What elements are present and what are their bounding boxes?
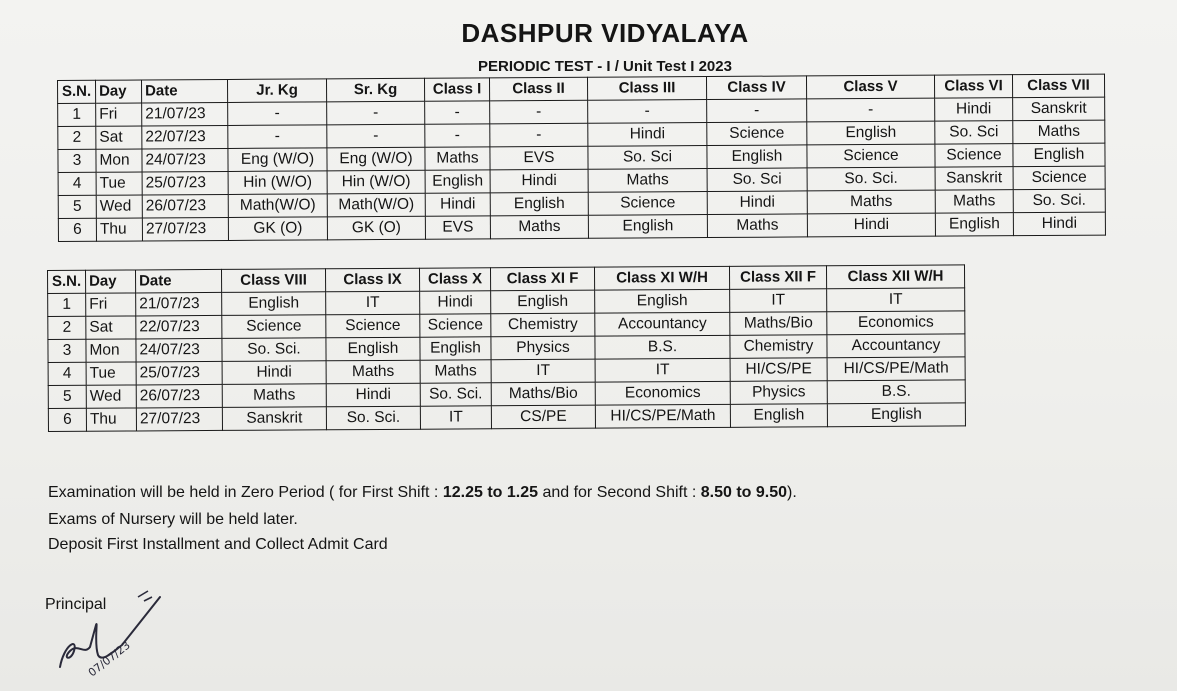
table-cell: Math(W/O) (228, 194, 327, 218)
note-text: ). (787, 484, 797, 501)
table-cell: Tue (96, 172, 142, 195)
table-cell: Hindi (935, 98, 1013, 121)
table-cell: - (228, 125, 327, 149)
table-cell: English (326, 337, 420, 361)
table-cell: Science (326, 314, 420, 338)
table-cell: Science (935, 144, 1013, 167)
table-cell: - (228, 102, 327, 126)
table-cell: Eng (W/O) (327, 147, 425, 171)
table-cell: Hin (W/O) (228, 171, 327, 195)
note-installment: Deposit First Installment and Collect Admit Card (48, 536, 388, 553)
table-cell: Accountancy (595, 312, 730, 336)
table-cell: Sanskrit (1013, 97, 1105, 121)
column-header: Date (142, 79, 228, 103)
table-cell: IT (827, 288, 965, 312)
table-cell: Maths (420, 360, 491, 383)
table-cell: 4 (58, 172, 96, 195)
signature-date: 07/07/23 (85, 638, 133, 680)
table-cell: Economics (827, 311, 965, 335)
table-cell: - (490, 123, 588, 147)
table-cell: Hindi (420, 291, 491, 314)
table-cell: So. Sci. (807, 167, 935, 191)
table-cell: Wed (86, 385, 136, 408)
table-cell: So. Sci. (420, 383, 491, 406)
table-cell: Maths (588, 169, 707, 193)
table-cell: So. Sci. (326, 406, 420, 430)
table-cell: Wed (96, 195, 142, 218)
table-cell: Mon (96, 149, 142, 172)
table-cell: English (935, 213, 1013, 236)
table-cell: IT (326, 291, 420, 315)
table-cell: GK (O) (327, 216, 425, 240)
column-header: Jr. Kg (227, 79, 326, 103)
note-text: and for Second Shift : (538, 484, 701, 501)
table-cell: Maths (490, 215, 588, 239)
table-cell: 2 (58, 126, 96, 149)
table-cell: 3 (58, 149, 96, 172)
table-cell: Hindi (588, 123, 707, 147)
column-header: Class V (806, 75, 934, 99)
column-header: Day (96, 80, 142, 103)
table-cell: - (327, 124, 425, 148)
column-header: Class IX (325, 268, 419, 292)
table-cell: Economics (595, 381, 730, 405)
column-header: Date (136, 269, 222, 293)
second-shift-time: 8.50 to 9.50 (700, 484, 788, 501)
table-cell: Chemistry (491, 313, 595, 337)
table-cell: Fri (86, 293, 136, 316)
column-header: Class XII F (729, 266, 826, 290)
note-exam-timing (48, 484, 797, 502)
table-cell: Physics (491, 336, 595, 360)
table-cell: 24/07/23 (142, 148, 228, 172)
table-cell: B.S. (595, 335, 730, 359)
table-cell: - (425, 101, 490, 124)
table-cell: 6 (48, 408, 86, 431)
table-cell: Physics (730, 381, 827, 405)
table-cell: So. Sci (935, 121, 1013, 144)
column-header: Day (86, 270, 136, 293)
table-cell: So. Sci (588, 146, 707, 170)
table-cell: So. Sci. (222, 338, 326, 362)
table-cell: Science (588, 192, 707, 216)
table-cell: 26/07/23 (142, 194, 228, 218)
table-cell: Hindi (490, 169, 588, 193)
table-cell: So. Sci. (1013, 189, 1105, 213)
table-cell: IT (491, 359, 595, 383)
table-cell: 22/07/23 (136, 315, 222, 339)
table-cell: 1 (58, 103, 96, 126)
table-cell: 27/07/23 (136, 407, 222, 431)
table-cell: Science (707, 122, 807, 146)
table-cell: Tue (86, 362, 136, 385)
column-header: S.N. (48, 270, 86, 293)
table-cell: EVS (425, 216, 490, 239)
table-cell: 1 (48, 293, 86, 316)
table-cell: Science (807, 144, 935, 168)
first-shift-time: 12.25 to 1.25 (442, 484, 538, 501)
table-cell: CS/PE (491, 405, 595, 429)
column-header: Class XI W/H (594, 266, 729, 290)
table-cell: Math(W/O) (327, 193, 425, 217)
column-header: S.N. (58, 80, 96, 103)
table-cell: Sanskrit (222, 407, 326, 431)
column-header: Sr. Kg (326, 78, 424, 102)
table-cell: 5 (58, 195, 96, 218)
table-cell: Maths (807, 190, 935, 214)
table-cell: HI/CS/PE/Math (595, 404, 730, 428)
table-cell: - (707, 99, 807, 123)
table-cell: Hindi (425, 193, 490, 216)
table-cell: HI/CS/PE/Math (827, 357, 965, 381)
table-cell: IT (595, 358, 730, 382)
table-cell: 2 (48, 316, 86, 339)
table-cell: Maths (425, 147, 490, 170)
column-header: Class I (424, 78, 489, 101)
table-cell: - (425, 124, 490, 147)
table-cell: 6 (58, 218, 96, 241)
table-cell: Hindi (807, 213, 935, 237)
table-cell: Science (420, 314, 491, 337)
table-cell: English (595, 289, 730, 313)
table-cell: IT (420, 406, 491, 429)
table-cell: Maths (1013, 120, 1105, 144)
column-header: Class XI F (490, 267, 594, 291)
table-cell: English (420, 337, 491, 360)
table-cell: English (588, 215, 707, 239)
table-cell: Accountancy (827, 334, 965, 358)
table-cell: Maths (707, 214, 807, 238)
table-cell: Fri (96, 103, 142, 126)
table-cell: Hindi (707, 191, 807, 215)
note-text: Examination will be held in Zero Period ( for First Shift : (48, 484, 443, 501)
table-cell: - (807, 98, 935, 122)
table-cell: 25/07/23 (142, 171, 228, 195)
table-cell: Maths (326, 360, 420, 384)
column-header: Class X (419, 268, 490, 291)
table-cell: EVS (490, 146, 588, 170)
table-cell: 21/07/23 (142, 102, 228, 126)
principal-label: Principal (45, 596, 107, 613)
table-cell: Maths/Bio (730, 312, 827, 336)
table-cell: Hindi (222, 361, 326, 385)
schedule-table-primary (57, 74, 1106, 242)
table-cell: Science (1013, 166, 1105, 190)
table-cell: English (827, 403, 965, 427)
table-cell: 3 (48, 339, 86, 362)
table-cell: Sat (96, 126, 142, 149)
school-name: DASHPUR VIDYALAYA (461, 18, 749, 48)
column-header: Class VII (1012, 74, 1104, 98)
table-cell: 24/07/23 (136, 338, 222, 362)
table-cell: Thu (86, 408, 136, 431)
note-nursery: Exams of Nursery will be held later. (48, 511, 298, 528)
column-header: Class IV (706, 76, 806, 100)
table-cell: English (490, 192, 588, 216)
table-cell: IT (730, 289, 827, 313)
column-header: Class III (587, 77, 706, 101)
table-cell: - (588, 100, 707, 124)
table-cell: - (490, 100, 588, 124)
table-cell: English (222, 292, 326, 316)
table-cell: B.S. (827, 380, 965, 404)
table-cell: English (807, 121, 935, 145)
table-row (48, 403, 965, 432)
table-cell: Sat (86, 316, 136, 339)
table-cell: Mon (86, 339, 136, 362)
table-cell: English (707, 145, 807, 169)
table-cell: English (425, 170, 490, 193)
table-cell: English (730, 404, 827, 428)
table-cell: 5 (48, 385, 86, 408)
table-cell: 21/07/23 (136, 292, 222, 316)
table-cell: GK (O) (228, 217, 327, 241)
column-header: Class VI (934, 75, 1012, 98)
column-header: Class II (489, 77, 587, 101)
table-cell: Maths (935, 190, 1013, 213)
table-cell: English (1013, 143, 1105, 167)
schedule-table-senior (47, 264, 966, 432)
table-cell: 27/07/23 (142, 217, 228, 241)
table-cell: 4 (48, 362, 86, 385)
column-header: Class VIII (221, 269, 325, 293)
table-cell: 22/07/23 (142, 125, 228, 149)
table-cell: 26/07/23 (136, 384, 222, 408)
table-cell: Hin (W/O) (327, 170, 425, 194)
table-cell: Hindi (326, 383, 420, 407)
table-cell: - (327, 101, 425, 125)
table-cell: Thu (96, 218, 142, 241)
table-cell: Sanskrit (935, 167, 1013, 190)
table-cell: Eng (W/O) (228, 148, 327, 172)
principal-signature (40, 585, 180, 685)
table-cell: Maths (222, 384, 326, 408)
table-cell: Maths/Bio (491, 382, 595, 406)
column-header: Class XII W/H (826, 265, 964, 289)
table-cell: Science (222, 315, 326, 339)
table-cell: English (491, 290, 595, 314)
exam-title: PERIODIC TEST - I / Unit Test I 2023 (478, 58, 732, 75)
table-cell: Chemistry (730, 335, 827, 359)
table-cell: 25/07/23 (136, 361, 222, 385)
table-cell: HI/CS/PE (730, 358, 827, 382)
table-cell: Hindi (1013, 212, 1105, 236)
table-cell: So. Sci (707, 168, 807, 192)
